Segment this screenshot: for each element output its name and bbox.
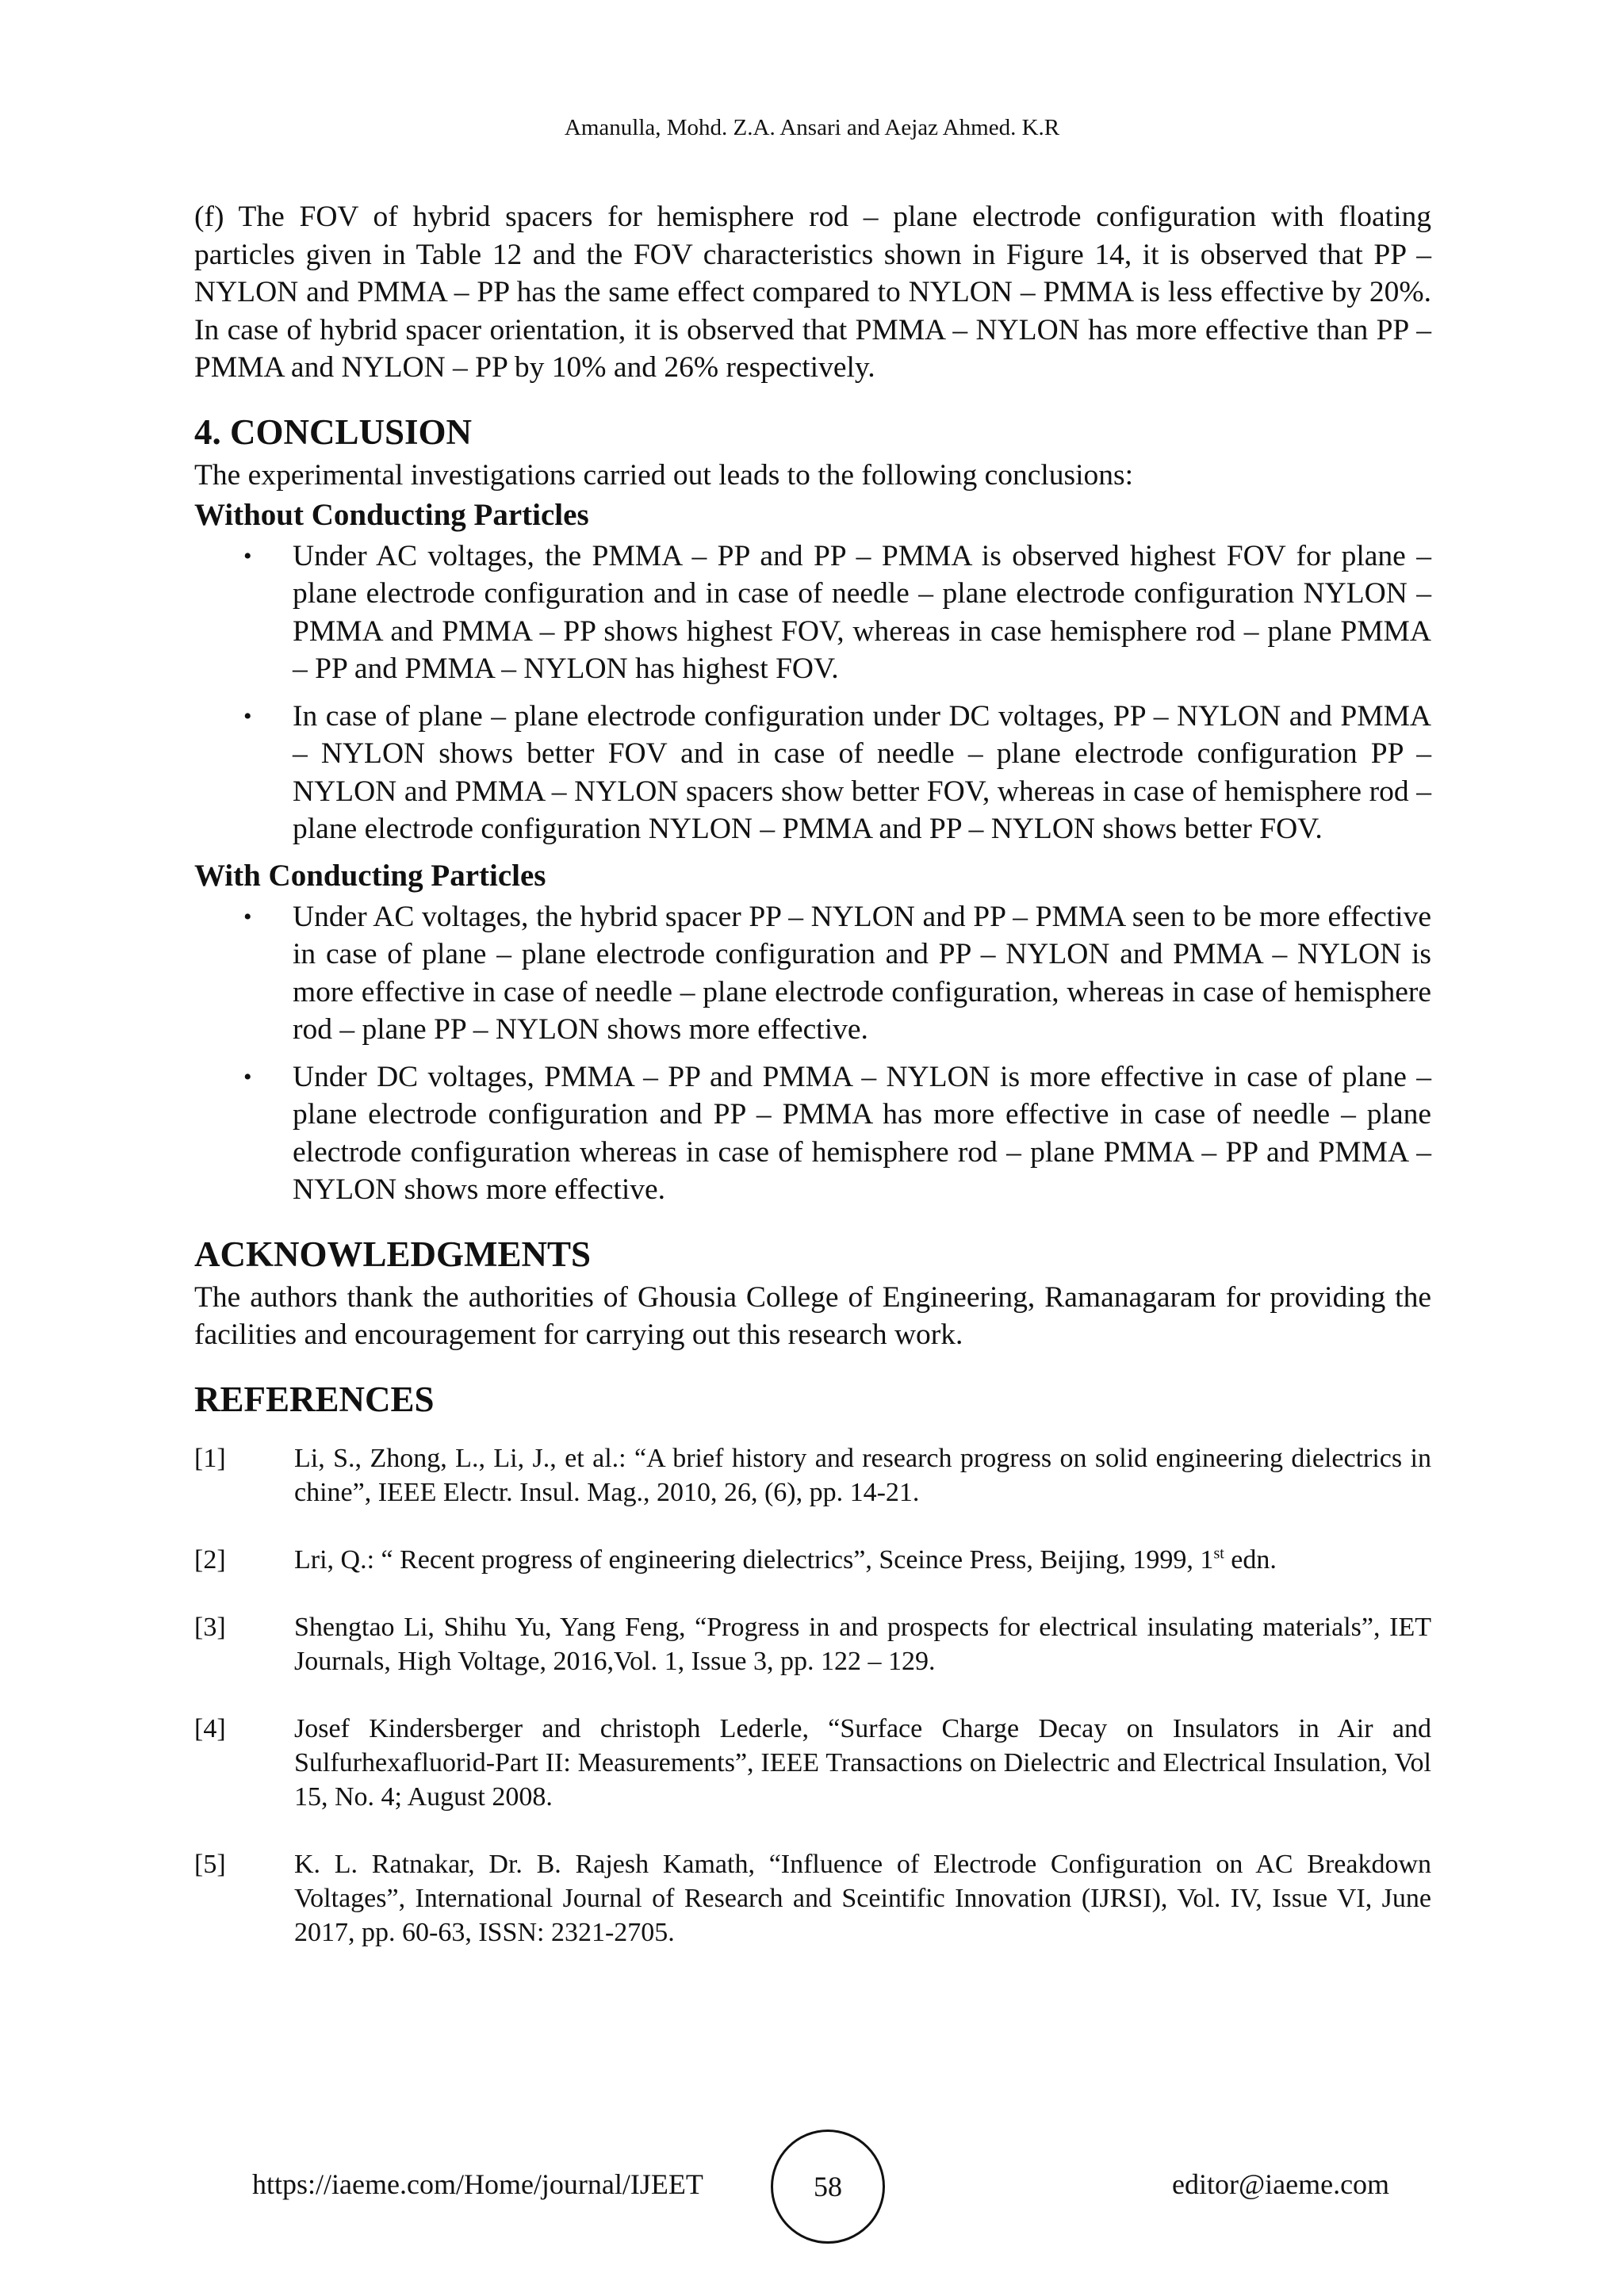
intro-paragraph: (f) The FOV of hybrid spacers for hemisphere rod – plane electrode configuration with floating particles given in Table 12 and the FOV characteristics shown in Figure 14, it is observed that PP – NYLON and PMMA – PP has the same effect compared to NYLON – PMMA is less effective by 20%. In case of hybrid spacer orientation, it is observed that PMMA – NYLON has more effective than PP – PMMA and NYLON – PP by 10% and 26% respectively. <box>194 201 1431 384</box>
reference-text: Li, S., Zhong, L., Li, J., et al.: “A brief history and research progress on solid engineering dielectrics in chine”, IEEE Electr. Insul. Mag., 2010, 26, (6), pp. 14-21. <box>294 1443 1431 1507</box>
page-number-text: 58 <box>814 2171 842 2202</box>
reference-number: [1] <box>194 1443 226 1473</box>
without-particles-list <box>194 538 1431 848</box>
reference-text: Josef Kindersberger and christoph Lederle, “Surface Charge Decay on Insulators in Air and Sulfurhexafluorid-Part II: Measurements”, IEEE Transactions on Dielectric and Electrical Insulation, Vol 15, No. 4; August 2008. <box>294 1713 1431 1812</box>
reference-number: [2] <box>194 1544 226 1575</box>
references-heading: REFERENCES <box>194 1379 435 1419</box>
list-item <box>194 538 1431 688</box>
list-item-text: Under AC voltages, the PMMA – PP and PP – PMMA is observed highest FOV for plane – plane electrode configuration and in case of needle – plane electrode configuration NYLON – PMMA and PMMA – PP shows highest FOV, whereas in case hemisphere rod – plane PMMA – PP and PMMA – NYLON has highest FOV. <box>293 539 1431 686</box>
list-item <box>194 698 1431 848</box>
reference-text: Shengtao Li, Shihu Yu, Yang Feng, “Progress in and prospects for electrical insulating materials”, IET Journals, High Voltage, 2016,Vol. 1, Issue 3, pp. 122 – 129. <box>294 1612 1431 1676</box>
list-item-text: Under AC voltages, the hybrid spacer PP – NYLON and PP – PMMA seen to be more effective in case of plane – plane electrode configuration and PP – NYLON and PMMA – NYLON is more effective in case of needle – plane electrode configuration, whereas in case of hemisphere rod – plane PP – NYLON shows more effective. <box>293 900 1431 1047</box>
footer-email-link[interactable]: editor@iaeme.com <box>1172 2168 1390 2200</box>
reference-number: [4] <box>194 1713 226 1743</box>
list-item <box>194 898 1431 1049</box>
reference-superscript: st <box>1213 1544 1224 1563</box>
references-list <box>194 1441 1431 1950</box>
reference-item <box>194 1543 1431 1577</box>
reference-item <box>194 1610 1431 1678</box>
reference-item <box>194 1712 1431 1814</box>
reference-text: Lri, Q.: “ Recent progress of engineering dielectrics”, Sceince Press, Beijing, 1999, 1 <box>294 1544 1214 1575</box>
reference-number: [5] <box>194 1849 226 1879</box>
reference-item <box>194 1441 1431 1510</box>
running-header: Amanulla, Mohd. Z.A. Ansari and Aejaz Ahmed. K.R <box>564 115 1060 140</box>
bullet-icon: • <box>243 702 252 729</box>
page-number <box>771 2130 885 2244</box>
reference-text-end: edn. <box>1224 1544 1277 1575</box>
with-particles-list <box>194 898 1431 1209</box>
reference-item <box>194 1847 1431 1950</box>
list-item-text: In case of plane – plane electrode configuration under DC voltages, PP – NYLON and PMMA – NYLON shows better FOV and in case of needle – plane electrode configuration PP – NYLON and PMMA – NYLON spacers show better FOV, whereas in case of hemisphere rod – plane electrode configuration NYLON – PMMA and PP – NYLON shows better FOV. <box>293 699 1431 846</box>
conclusion-heading: 4. CONCLUSION <box>194 411 473 452</box>
page-content <box>194 198 1431 1983</box>
list-item-text: Under DC voltages, PMMA – PP and PMMA – NYLON is more effective in case of plane – plane electrode configuration and PP – PMMA has more effective in case of needle – plane electrode configuration whereas in case of hemisphere rod – plane PMMA – PP and PMMA – NYLON shows more effective. <box>293 1060 1431 1207</box>
list-item <box>194 1058 1431 1209</box>
reference-text: K. L. Ratnakar, Dr. B. Rajesh Kamath, “Influence of Electrode Configuration on AC Breakdown Voltages”, International Journal of Research and Sceintific Innovation (IJRSI), Vol. IV, Issue VI, June 2017, pp. 60-63, ISSN: 2321-2705. <box>294 1849 1431 1947</box>
conclusion-intro: The experimental investigations carried out leads to the following conclusions: <box>194 458 1134 492</box>
with-particles-heading: With Conducting Particles <box>194 858 546 893</box>
footer-url-link[interactable]: https://iaeme.com/Home/journal/IJEET <box>252 2168 703 2200</box>
bullet-icon: • <box>243 542 252 569</box>
acknowledgments-text: The authors thank the authorities of Ghousia College of Engineering, Ramanagaram for providing the facilities and encouragement for carrying out this research work. <box>194 1280 1431 1352</box>
bullet-icon: • <box>243 903 252 930</box>
reference-number: [3] <box>194 1612 226 1642</box>
without-particles-heading: Without Conducting Particles <box>194 498 589 532</box>
bullet-icon: • <box>243 1063 252 1090</box>
acknowledgments-heading: ACKNOWLEDGMENTS <box>194 1234 592 1274</box>
